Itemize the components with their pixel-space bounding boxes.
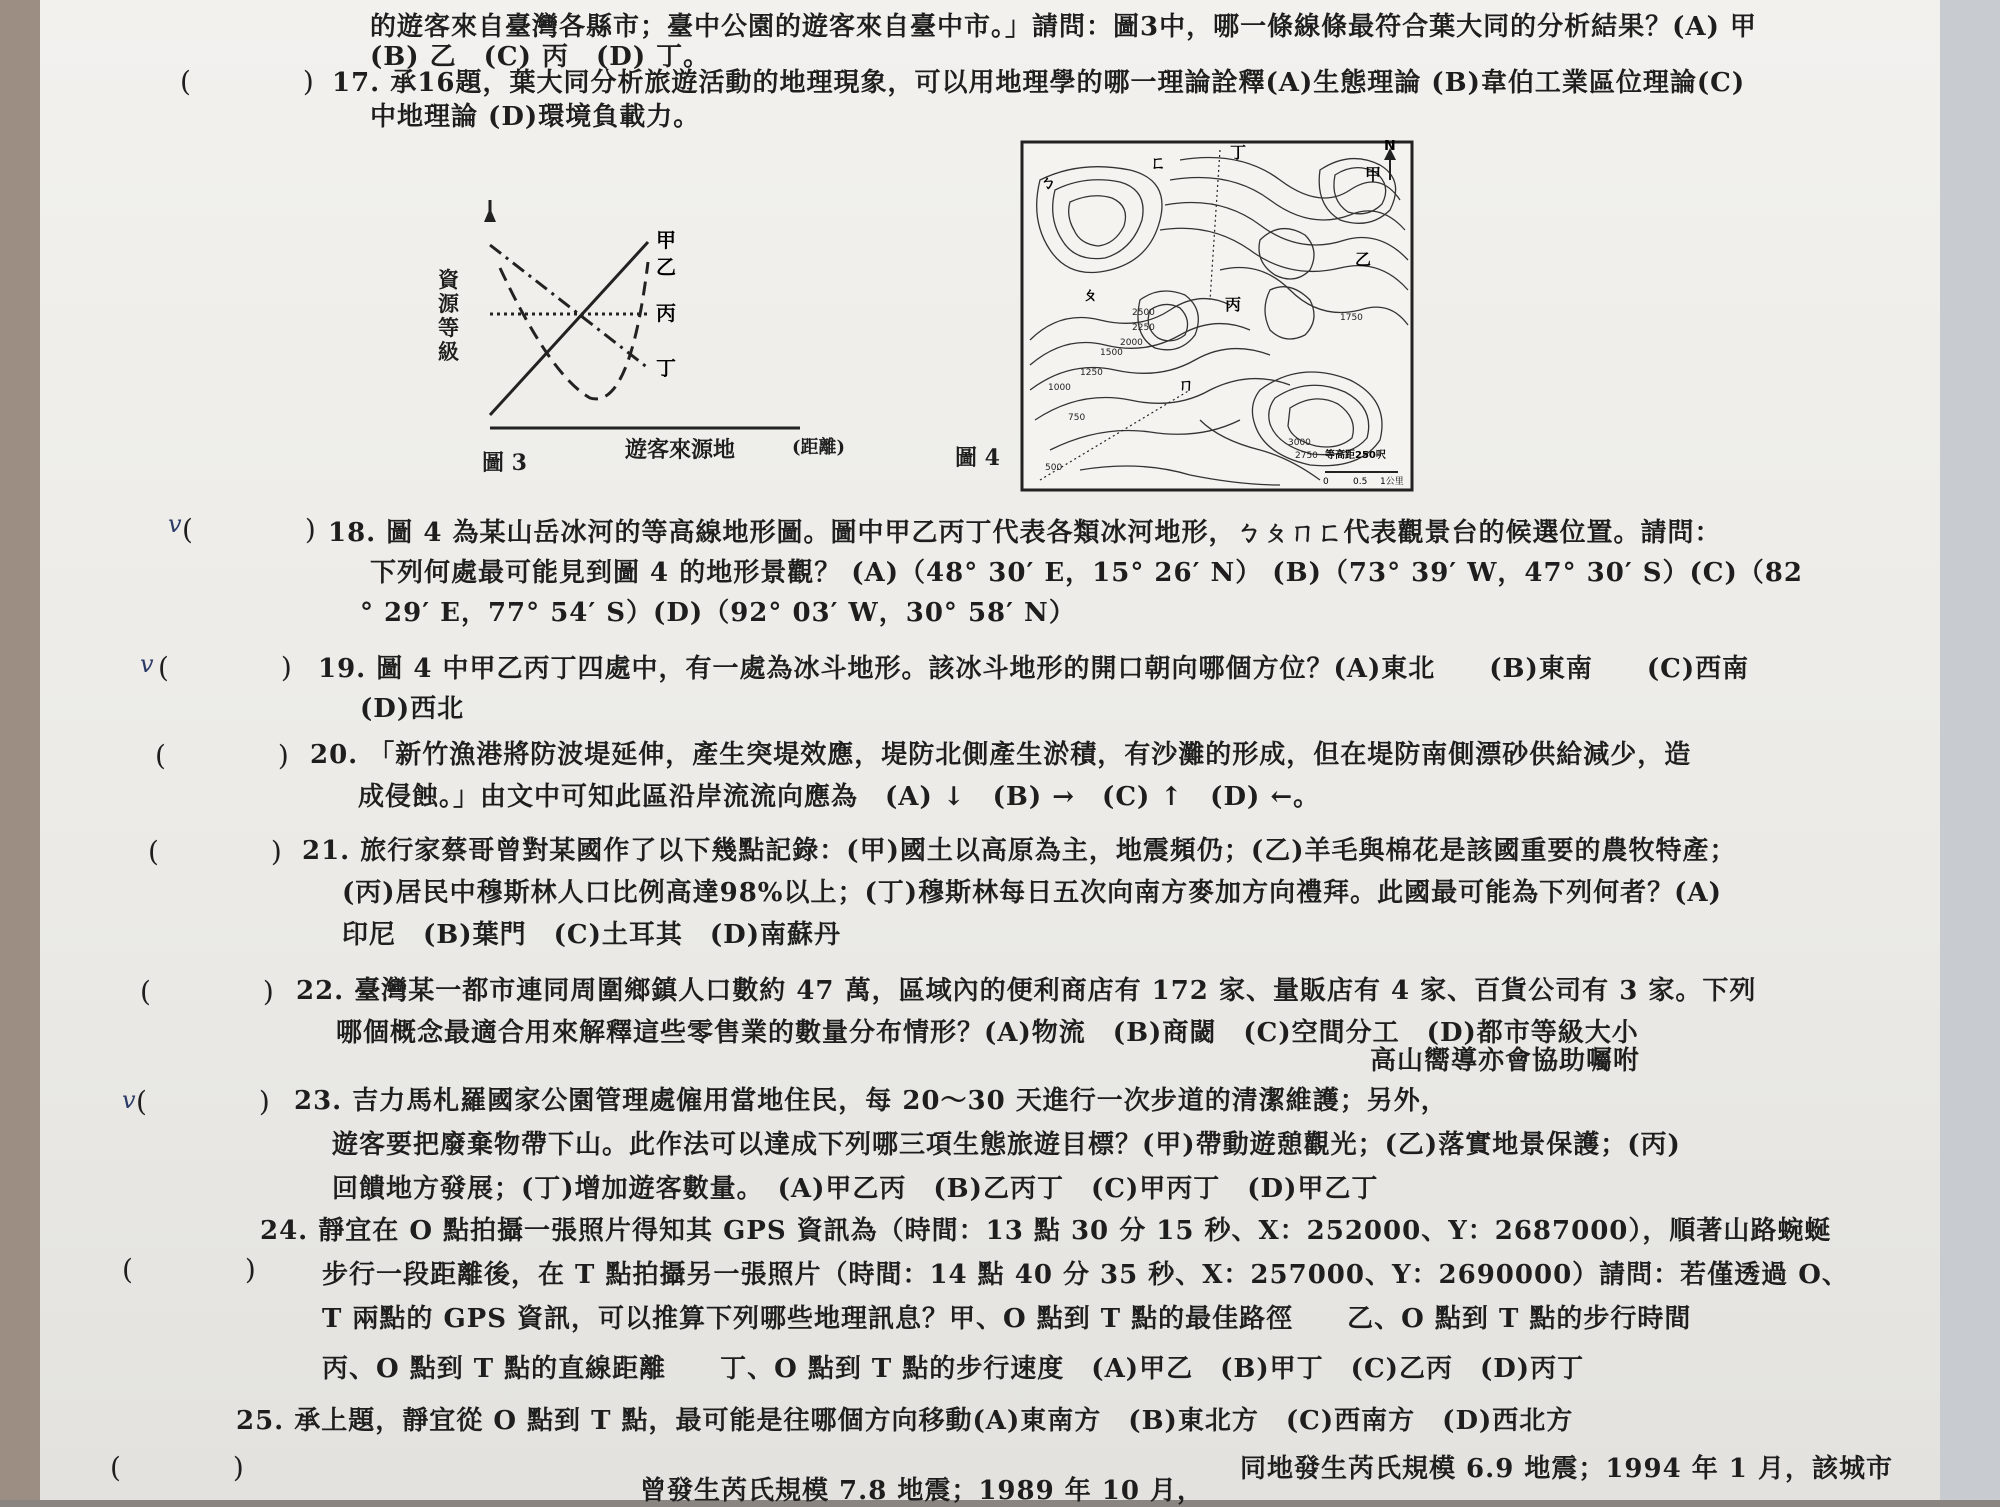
q25-line-1: 25. 承上題，靜宜從 O 點到 T 點，最可能是往哪個方向移動(A)東南方 (B)東北方 (C)西南方 (D)西北方: [236, 1406, 1574, 1436]
q16-line-1: 的遊客來自臺灣各縣市；臺中公園的遊客來自臺中市。」請問：圖3中，哪一條線條最符合葉大同的分析結果？(A) 甲: [370, 12, 1757, 42]
scale-mid: 0.5: [1353, 477, 1368, 487]
north-arrow-label: N: [1384, 140, 1396, 154]
q22-line-1: 22. 臺灣某一都市連同周圍鄉鎮人口數約 47 萬，區域內的便利商店有 172 家、量販店有 4 家、百貨公司有 3 家。下列: [296, 976, 1757, 1006]
map-point-ding: 丁: [1230, 143, 1247, 162]
map-point-jia: 甲: [1365, 165, 1382, 184]
answer-blank-22[interactable]: ( ): [140, 975, 274, 1008]
q21-line-3: 印尼 (B)葉門 (C)土耳其 (D)南蘇丹: [342, 920, 842, 950]
q19-line-2: (D)西北: [360, 694, 465, 724]
series-ding-line: [490, 245, 648, 368]
map-legend-interval: 等高距250呎: [1325, 450, 1386, 461]
q23-line-0: 高山嚮導亦會協助囑咐: [1370, 1046, 1641, 1076]
answer-blank-24[interactable]: ( ): [122, 1253, 256, 1286]
bottom-cut-line: 曾發生芮氏規模 7.8 地震；1989 年 10 月，: [640, 1476, 1205, 1506]
q23-line-1: 23. 吉力馬札羅國家公園管理處僱用當地住民，每 20～30 天進行一次步道的清潔維護；另外，: [294, 1086, 1448, 1116]
scale-zero: 0: [1323, 477, 1329, 487]
answer-blank-25[interactable]: ( ): [110, 1451, 244, 1484]
answer-blank-23[interactable]: ( ): [136, 1085, 270, 1118]
q18-line-3: ° 29′ E，77° 54′ S）(D)（92° 03′ W，30° 58′ N）: [360, 598, 1076, 628]
contour-label: 1000: [1048, 383, 1071, 393]
q24-line-1: 24. 靜宜在 O 點拍攝一張照片得知其 GPS 資訊為（時間：13 點 30 分 15 秒、X：252000、Y：2687000），順著山路蜿蜒: [260, 1216, 1832, 1246]
map-point-b: ㄅ: [1040, 173, 1057, 192]
answer-blank-18[interactable]: ( ): [182, 513, 316, 546]
figure-4-caption: 圖 4: [955, 445, 1000, 471]
contour-label: 500: [1045, 463, 1063, 473]
q20-line-1: 20. 「新竹漁港將防波堤延伸，產生突堤效應，堤防北側產生淤積，有沙灘的形成，但在堤防南側漂砂供給減少，造: [310, 740, 1692, 770]
label-jia: 甲: [656, 228, 676, 252]
answer-blank-17[interactable]: ( ): [180, 65, 314, 98]
figure-3-caption: 圖 3: [482, 450, 527, 476]
q16-line-2: (B) 乙 (C) 丙 (D) 丁。: [370, 42, 711, 72]
q24-line-4: 丙、O 點到 T 點的直線距離 丁、O 點到 T 點的步行速度 (A)甲乙 (B)甲丁 (C)乙丙 (D)丙丁: [322, 1354, 1585, 1384]
q22-line-2: 哪個概念最適合用來解釋這些零售業的數量分布情形？(A)物流 (B)商閾 (C)空間分工 (D)都市等級大小: [336, 1018, 1639, 1048]
figure-4-map: [1020, 140, 1414, 492]
q17-line-1: 17. 承16題，葉大同分析旅遊活動的地理現象，可以用地理學的哪一理論詮釋(A)生態理論 (B)韋伯工業區位理論(C): [332, 68, 1746, 98]
check-mark-23: v: [122, 1086, 136, 1114]
q23-line-2: 遊客要把廢棄物帶下山。此作法可以達成下列哪三項生態旅遊目標？(甲)帶動遊憩觀光；(乙)落實地景保護；(丙): [332, 1130, 1681, 1160]
contour-label: 1750: [1340, 313, 1363, 323]
y-axis-arrow: [484, 208, 496, 222]
answer-blank-20[interactable]: ( ): [155, 739, 289, 772]
map-point-bing: 丙: [1225, 295, 1242, 314]
label-bing: 丙: [656, 301, 676, 325]
map-point-p: ㄆ: [1082, 285, 1099, 304]
contour-label: 2000: [1120, 338, 1143, 348]
check-mark-18: v: [168, 510, 182, 538]
q24-line-2: 步行一段距離後，在 T 點拍攝另一張照片（時間：14 點 40 分 35 秒、X：257000、Y：2690000）請問：若僅透過 O、: [322, 1260, 1849, 1290]
figure-3-ylabel: 資 源 等 級: [438, 267, 459, 364]
q18-line-1: 18. 圖 4 為某山岳冰河的等高線地形圖。圖中甲乙丙丁代表各類冰河地形，ㄅㄆㄇㄈ代表觀景台的候選位置。請問：: [328, 518, 1722, 548]
q19-line-1: 19. 圖 4 中甲乙丙丁四處中，有一處為冰斗地形。該冰斗地形的開口朝向哪個方位？(A)東北 (B)東南 (C)西南: [318, 654, 1750, 684]
scale-end: 1公里: [1380, 477, 1404, 487]
label-yi: 乙: [656, 255, 676, 279]
contour-label: 2750: [1295, 451, 1318, 461]
contour-label: 3000: [1288, 438, 1311, 448]
figure-3-xunit: (距離): [792, 437, 846, 458]
q25-line-2: 同地發生芮氏規模 6.9 地震；1994 年 1 月，該城市: [1240, 1454, 1893, 1484]
contour-label: 2500: [1132, 308, 1155, 318]
map-point-yi: 乙: [1355, 250, 1372, 269]
q24-line-3: T 兩點的 GPS 資訊，可以推算下列哪些地理訊息？甲、O 點到 T 點的最佳路徑 乙、O 點到 T 點的步行時間: [322, 1304, 1692, 1334]
contour-label: 2250: [1132, 323, 1155, 333]
contour-label: 1250: [1080, 368, 1103, 378]
label-ding: 丁: [656, 356, 676, 380]
figure-3-chart: [470, 200, 800, 450]
contour-label: 1500: [1100, 348, 1123, 358]
exam-paper: [40, 0, 1940, 1506]
map-point-f: ㄈ: [1150, 153, 1167, 172]
map-point-m: ㄇ: [1178, 375, 1195, 394]
contour-label: 750: [1068, 413, 1086, 423]
q21-line-1: 21. 旅行家蔡哥曾對某國作了以下幾點記錄：(甲)國土以高原為主，地震頻仍；(乙)羊毛與棉花是該國重要的農牧特產；: [302, 836, 1737, 866]
q18-line-2: 下列何處最可能見到圖 4 的地形景觀？ (A)（48° 30′ E，15° 26′ N） (B)（73° 39′ W，47° 30′ S）(C)（82: [370, 558, 1803, 588]
check-mark-19: v: [140, 650, 154, 678]
q17-line-2: 中地理論 (D)環境負載力。: [370, 102, 701, 132]
q21-line-2: (丙)居民中穆斯林人口比例高達98%以上；(丁)穆斯林每日五次向南方麥加方向禮拜。此國最可能為下列何者？(A): [342, 878, 1722, 908]
answer-blank-21[interactable]: ( ): [148, 835, 282, 868]
figure-3-xlabel: 遊客來源地: [625, 437, 736, 463]
series-jia-line: [490, 242, 648, 415]
answer-blank-19[interactable]: ( ): [158, 651, 292, 684]
q20-line-2: 成侵蝕。」由文中可知此區沿岸流流向應為 (A) ↓ (B) → (C) ↑ (D) ←。: [358, 782, 1321, 812]
q23-line-3: 回饋地方發展；(丁)增加遊客數量。 (A)甲乙丙 (B)乙丙丁 (C)甲丙丁 (D)甲乙丁: [332, 1174, 1379, 1204]
